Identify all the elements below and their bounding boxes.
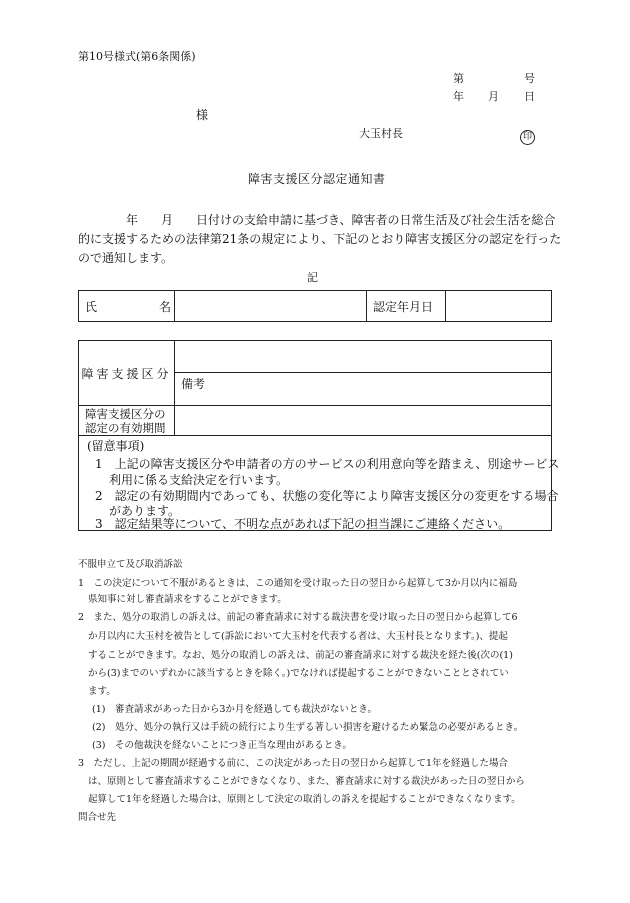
remarks-cell[interactable] bbox=[175, 373, 552, 406]
appeal-p1-a: 1 この決定について不服があるときは、この通知を受け取った日の翌日から起算して3か月以内に福島 bbox=[78, 578, 518, 589]
name-label-cell bbox=[79, 291, 175, 322]
seal-mark: 印 bbox=[520, 130, 535, 145]
appeal-sub-1: (1) 審査請求があった日から3か月を経過しても裁決がないとき。 bbox=[92, 704, 378, 715]
name-date-table bbox=[78, 290, 552, 322]
category-label: 障害支援区分 bbox=[81, 366, 172, 381]
doc-number-prefix: 第 bbox=[453, 72, 464, 85]
name-label-2: 名 bbox=[159, 299, 172, 314]
date-value-cell[interactable] bbox=[446, 291, 552, 322]
appeal-p2-e: ます。 bbox=[88, 686, 116, 697]
appeal-p2-b: か月以内に大玉村を被告として(訴訟において大玉村を代表する者は、大玉村長となります。)、提起 bbox=[88, 631, 508, 642]
issuer-name: 大玉村長 bbox=[359, 127, 403, 140]
note-item-3: 3 認定結果等について、不明な点があれば下記の担当課にご連絡ください。 bbox=[95, 517, 511, 531]
date-month: 月 bbox=[488, 90, 499, 103]
validity-label-1: 障害支援区分の bbox=[85, 406, 166, 421]
appeal-sub-3: (3) その他裁決を経ないことにつき正当な理由があるとき。 bbox=[92, 740, 352, 751]
form-number: 第10号様式(第6条関係) bbox=[78, 50, 196, 63]
name-label-1: 氏 bbox=[85, 299, 98, 314]
appeal-p2-d: から(3)までのいずれかに該当するときを除く。)でなければ提起することができないこととされてい bbox=[88, 668, 509, 679]
date-day: 日 bbox=[524, 90, 535, 103]
appeal-p3-a: 3 ただし、上記の期間が経過する前に、この決定があった日の翌日から起算して1年を経過した場合 bbox=[78, 758, 508, 769]
appeal-p1-b: 県知事に対し審査請求をすることができます。 bbox=[88, 594, 287, 605]
addressee-suffix: 様 bbox=[196, 108, 209, 122]
category-label-cell bbox=[79, 341, 175, 406]
appeal-p2-a: 2 また、処分の取消しの訴えは、前記の審査請求に対する裁決書を受け取った日の翌日から起算して6 bbox=[78, 612, 518, 623]
date-label-cell bbox=[367, 291, 446, 322]
date-label: 認定年月日 bbox=[373, 299, 434, 314]
note-item-1-b: 利用に係る支給決定を行います。 bbox=[109, 473, 289, 487]
appeal-p3-c: 起算して1年を経過した場合は、原則として決定の取消しの訴えを提起することができなくなります。 bbox=[88, 794, 521, 805]
body-line-1: 日付けの支給申請に基づき、障害者の日常生活及び社会生活を総合 bbox=[196, 213, 556, 227]
name-value-cell[interactable] bbox=[175, 291, 367, 322]
body-month: 月 bbox=[161, 213, 174, 227]
note-item-1-a: 1 上記の障害支援区分や申請者の方のサービスの利用意向等を踏まえ、別途サービス bbox=[95, 457, 560, 471]
doc-number-suffix: 号 bbox=[524, 72, 535, 85]
validity-value-cell[interactable] bbox=[175, 406, 552, 436]
category-table bbox=[78, 340, 552, 436]
appeal-heading: 不服申立て及び取消訴訟 bbox=[78, 559, 183, 570]
body-year: 年 bbox=[126, 213, 139, 227]
date-year: 年 bbox=[453, 90, 464, 103]
appeal-sub-2: (2) 処分、処分の執行又は手続の続行により生ずる著しい損害を避けるため緊急の必要があるとき。 bbox=[92, 722, 524, 733]
validity-label-2: 認定の有効期間 bbox=[85, 420, 166, 435]
body-line-3: ので通知します。 bbox=[78, 251, 174, 265]
appeal-p2-c: することができます。なお、処分の取消しの訴えは、前記の審査請求に対する裁決を経た後(次の(1) bbox=[88, 650, 513, 661]
body-line-2: 的に支援するための法律第21条の規定により、下記のとおり障害支援区分の認定を行った bbox=[78, 232, 562, 246]
note-item-2-a: 2 認定の有効期間内であっても、状態の変化等により障害支援区分の変更をする場合 bbox=[95, 489, 559, 503]
note-item-2-b: があります。 bbox=[109, 504, 181, 518]
appeal-p3-b: は、原則として審査請求することができなくなり、また、審査請求に対する裁決があった日の翌日から bbox=[88, 776, 525, 787]
category-value-cell[interactable] bbox=[175, 341, 552, 373]
contact-label: 問合せ先 bbox=[78, 812, 117, 823]
remarks-label: 備考 bbox=[181, 377, 206, 391]
validity-label-cell bbox=[79, 406, 175, 436]
ki-marker: 記 bbox=[307, 271, 318, 284]
notes-heading: (留意事項) bbox=[87, 439, 145, 453]
seal-icon bbox=[520, 124, 535, 145]
document-title: 障害支援区分認定通知書 bbox=[248, 172, 386, 186]
notes-box bbox=[78, 435, 560, 531]
